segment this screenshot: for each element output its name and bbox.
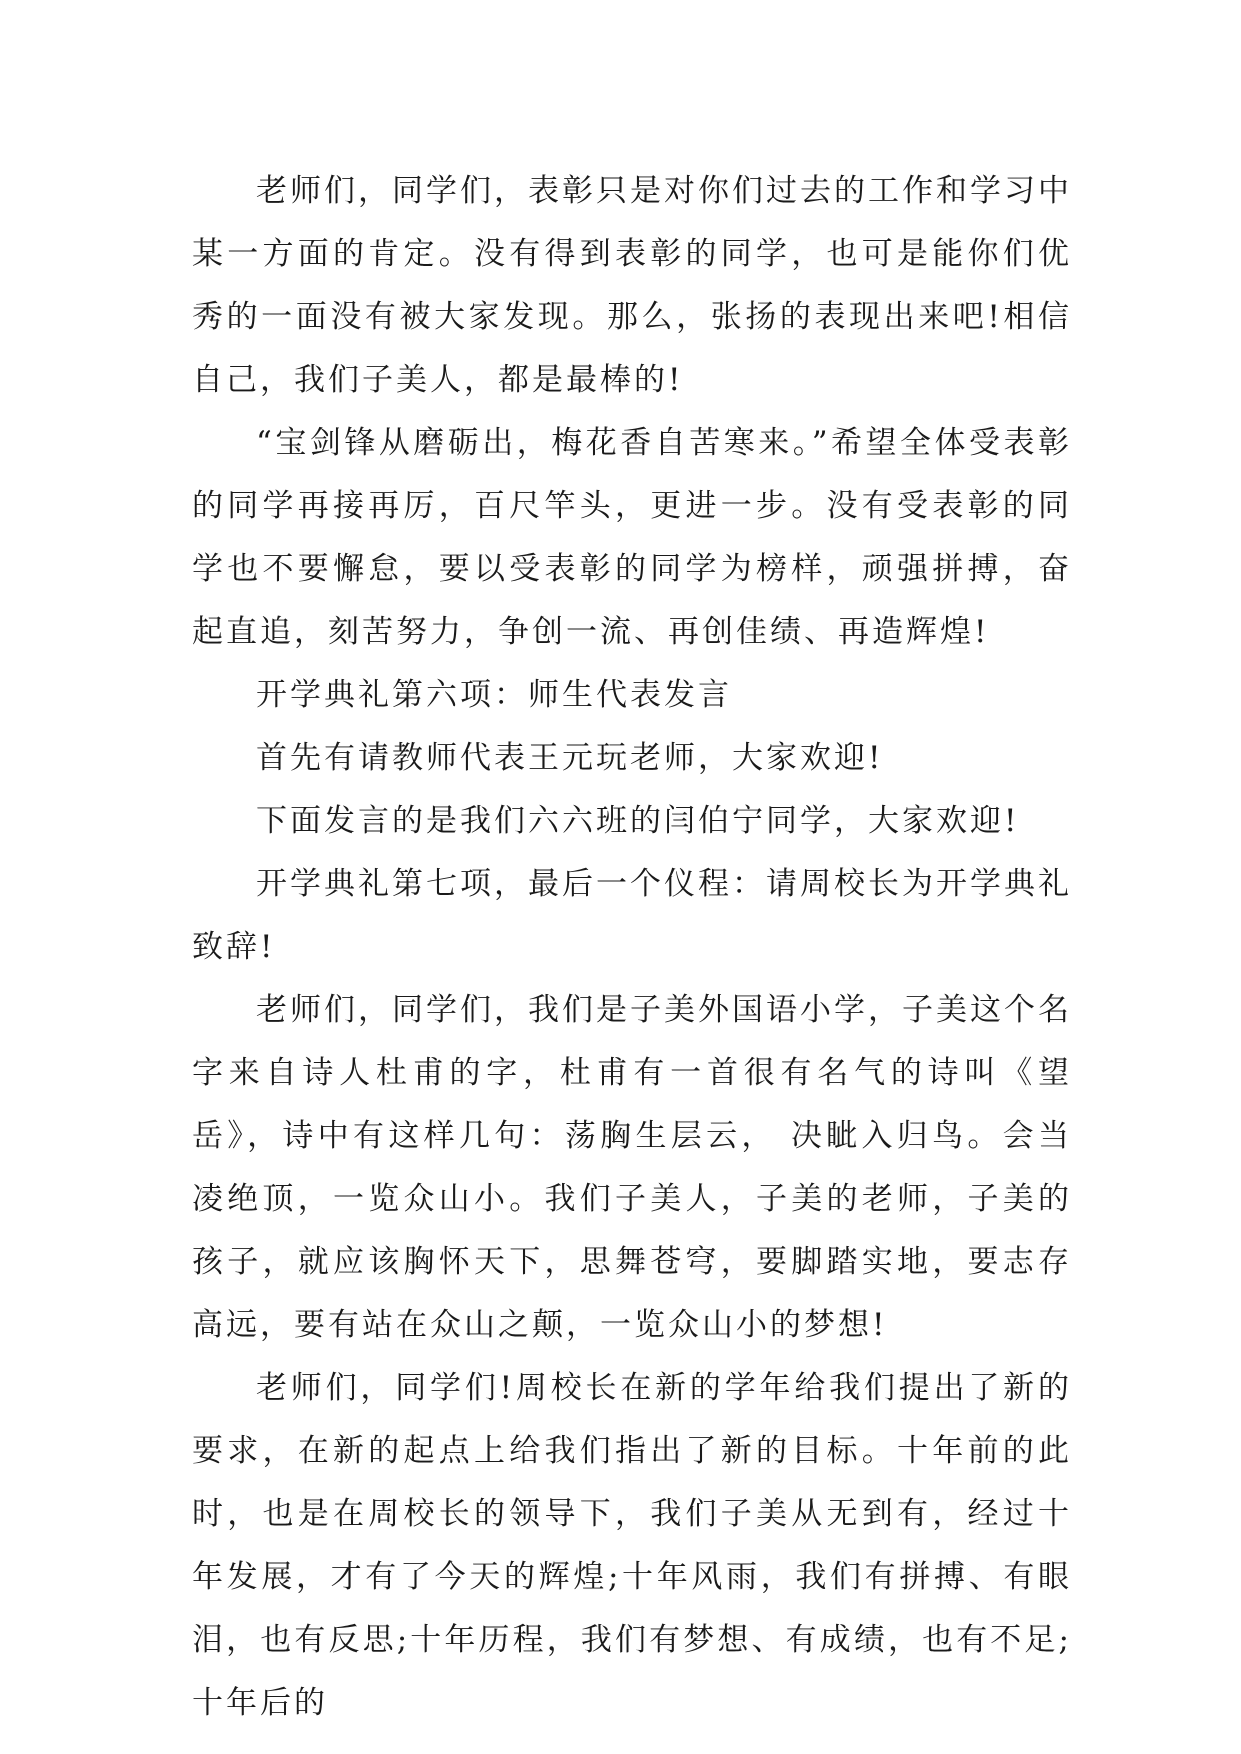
paragraph-ten-years: 老师们，同学们!周校长在新的学年给我们提出了新的要求，在新的起点上给我们指出了新的目标。十年前的此时，也是在周校长的领导下，我们子美从无到有，经过十年发展，才有了今天的辉煌;十年风雨，我们有拼搏、有眼泪，也有反思;十年历程，我们有梦想、有成绩，也有不足;十年后的 [192, 1370, 1072, 1721]
document-body [192, 160, 1072, 1735]
paragraph-student-speaker: 下面发言的是我们六六班的闫伯宁同学，大家欢迎! [256, 803, 1020, 839]
paragraph-school-name: 老师们，同学们，我们是子美外国语小学，子美这个名字来自诗人杜甫的字，杜甫有一首很有名气的诗叫《望岳》，诗中有这样几句：荡胸生层云， 决眦入归鸟。会当凌绝顶，一览众山小。我们子美人，子美的老师，子美的孩子，就应该胸怀天下，思舞苍穹，要脚踏实地，要志存高远，要有站在众山之颠，一览众山小的梦想! [192, 992, 1072, 1343]
paragraph-item-seven: 开学典礼第七项，最后一个仪程：请周校长为开学典礼致辞! [192, 866, 1072, 965]
paragraph-item-six: 开学典礼第六项：师生代表发言 [256, 677, 732, 713]
paragraph-commendation-note: 老师们，同学们，表彰只是对你们过去的工作和学习中某一方面的肯定。没有得到表彰的同学，也可是能你们优秀的一面没有被大家发现。那么，张扬的表现出来吧!相信自己，我们子美人，都是最棒的! [192, 173, 1072, 398]
paragraph-teacher-speaker: 首先有请教师代表王元玩老师，大家欢迎! [256, 740, 884, 776]
paragraph-encouragement: “宝剑锋从磨砺出，梅花香自苦寒来。”希望全体受表彰的同学再接再厉，百尺竿头，更进一步。没有受表彰的同学也不要懈怠，要以受表彰的同学为榜样，顽强拼搏，奋起直追，刻苦努力，争创一流、再创佳绩、再造辉煌! [192, 425, 1072, 650]
